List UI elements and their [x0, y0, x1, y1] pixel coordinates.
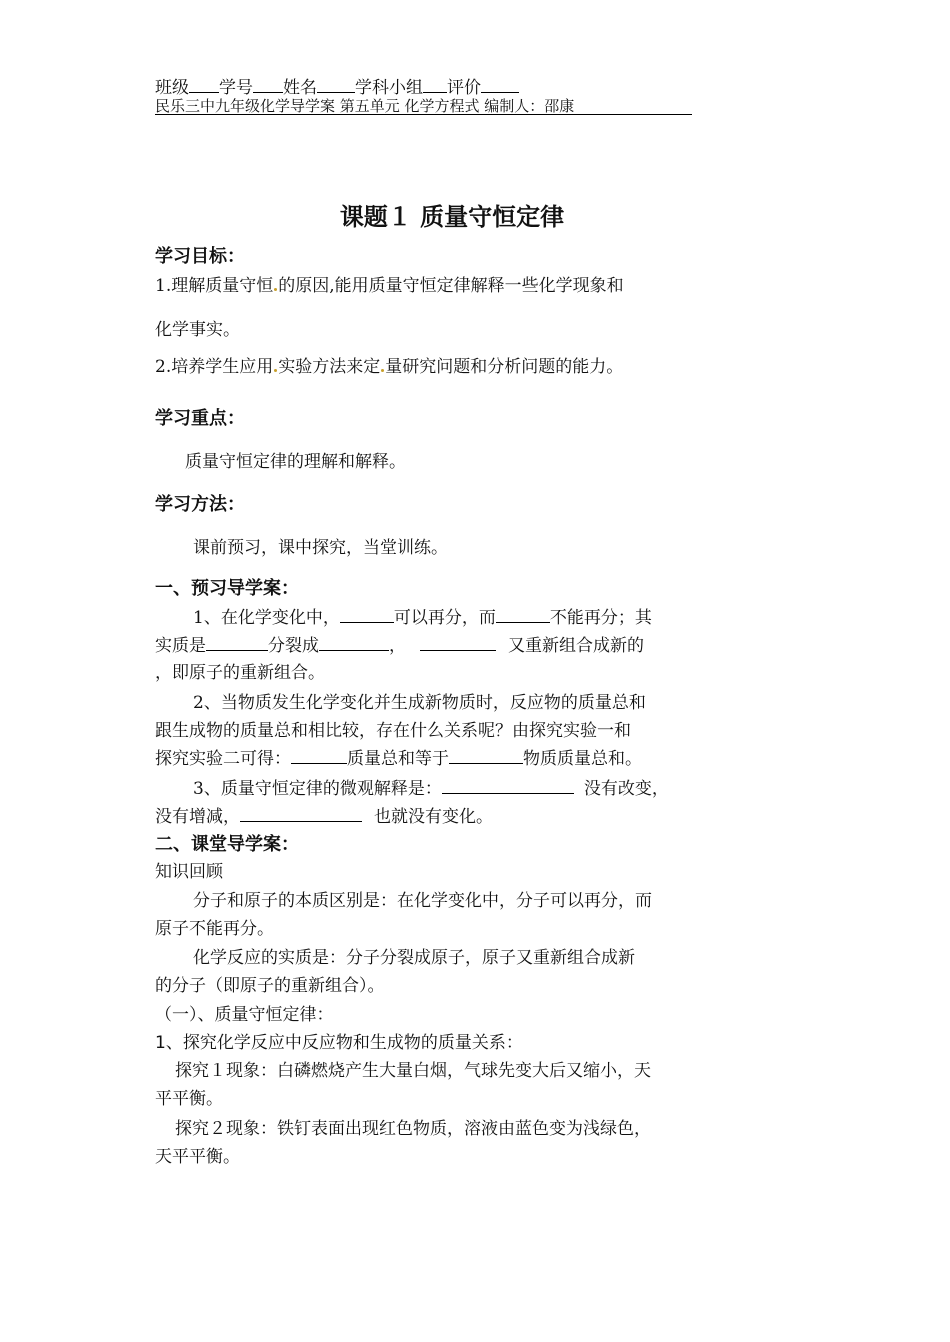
section-1-title: （一）、质量守恒定律：: [155, 1005, 334, 1025]
class-blank[interactable]: [189, 76, 219, 93]
evaluation-blank[interactable]: [481, 76, 519, 93]
fill-blank[interactable]: [319, 634, 389, 651]
fill-blank[interactable]: [496, 606, 550, 623]
course-info-line: 民乐三中九年级化学导学案 第五单元 化学方程式 编制人：邵康: [155, 97, 575, 115]
emphasis-dot: [381, 369, 384, 372]
q3-text-a: 3、质量守恒定律的微观解释是：: [193, 779, 442, 799]
fill-blank[interactable]: [420, 634, 496, 651]
student-id-blank[interactable]: [253, 76, 283, 93]
q1-text-b: 可以再分，而: [393, 608, 496, 628]
group-label: 学科小组: [355, 78, 423, 98]
class-label: 班级: [155, 78, 189, 98]
preview-q2-line2: 跟生成物的质量总和相比较，存在什么关系呢？由探究实验一和: [155, 721, 631, 741]
q2-text-c: 探究实验二可得：: [155, 749, 291, 769]
q3-text-b: 没有改变，: [583, 779, 669, 799]
group-blank[interactable]: [423, 76, 447, 93]
method-text: 课前预习，课中探究，当堂训练。: [193, 538, 448, 558]
goal-1-text-b: 的原因,能用质量守恒定律解释一些化学现象和: [278, 276, 624, 296]
q3-text-c: 没有增减，: [155, 807, 240, 827]
fill-blank[interactable]: [442, 777, 574, 794]
goal-2-text-b: 实验方法来定: [278, 357, 381, 377]
page-title: 课题１ 质量守恒定律: [339, 203, 565, 231]
experiment-1-line2: 平平衡。: [155, 1089, 223, 1109]
preview-q1-line3: ，即原子的重新组合。: [155, 663, 325, 683]
preview-q3-line1: [193, 777, 669, 800]
q1-text-g: 又重新组合成新的: [508, 636, 644, 656]
preview-heading: 一、预习导学案：: [155, 578, 299, 599]
review-2-line1: 化学反应的实质是：分子分裂成原子，原子又重新组合成新: [193, 948, 635, 968]
key-text: 质量守恒定律的理解和解释。: [185, 452, 406, 472]
goal-item-2: [155, 356, 623, 378]
review-1-line2: 原子不能再分。: [155, 919, 274, 939]
experiment-1-line1: 探究１现象：白磷燃烧产生大量白烟，气球先变大后又缩小，天: [175, 1061, 651, 1081]
fill-blank[interactable]: [240, 805, 362, 822]
preview-q2-line1: 2、当物质发生化学变化并生成新物质时，反应物的质量总和: [193, 693, 646, 713]
fill-blank[interactable]: [449, 747, 523, 764]
method-heading: 学习方法：: [155, 494, 245, 515]
goal-2-text-c: 量研究问题和分析问题的能力。: [385, 357, 624, 377]
goal-item-1: [155, 275, 624, 297]
review-2-line2: 的分子（即原子的重新组合）。: [155, 976, 385, 996]
experiment-2-line2: 天平平衡。: [155, 1147, 240, 1167]
review-label: 知识回顾: [155, 862, 223, 882]
subsection-1-title: 1、探究化学反应中反应物和生成物的质量关系：: [155, 1033, 523, 1053]
q1-text-d: 实质是: [155, 636, 206, 656]
goals-heading: 学习目标：: [155, 246, 245, 267]
student-id-label: 学号: [219, 78, 253, 98]
goal-1-text-a: 1.理解质量守恒: [155, 276, 274, 296]
experiment-2-line1: 探究２现象：铁钉表面出现红色物质，溶液由蓝色变为浅绿色，: [175, 1119, 651, 1139]
q1-text-f: ，: [389, 636, 406, 656]
fill-blank[interactable]: [206, 634, 268, 651]
preview-q1-line1: [193, 606, 652, 629]
q1-text-e: 分裂成: [268, 636, 319, 656]
preview-q3-line2: [155, 805, 493, 828]
q2-text-d: 质量总和等于: [347, 749, 449, 769]
name-label: 姓名: [283, 78, 317, 98]
evaluation-label: 评价: [447, 78, 481, 98]
goal-item-1-cont: 化学事实。: [155, 320, 240, 340]
q3-text-d: 也就没有变化。: [374, 807, 493, 827]
emphasis-dot: [274, 369, 277, 372]
q2-text-e: 物质质量总和。: [523, 749, 642, 769]
fill-blank[interactable]: [340, 606, 394, 623]
classroom-heading: 二、课堂导学案：: [155, 834, 299, 855]
fill-blank[interactable]: [291, 747, 347, 764]
goal-2-text-a: 2.培养学生应用: [155, 357, 274, 377]
key-heading: 学习重点：: [155, 408, 245, 429]
q1-text-c: 不能再分；其: [549, 608, 652, 628]
name-blank[interactable]: [317, 76, 355, 93]
header-divider: [155, 114, 692, 115]
preview-q2-line3: [155, 747, 642, 770]
emphasis-dot: [274, 288, 277, 291]
review-1-line1: 分子和原子的本质区别是：在化学变化中，分子可以再分，而: [193, 891, 652, 911]
preview-q1-line2: [155, 634, 644, 657]
q1-text-a: 1、在化学变化中，: [193, 608, 340, 628]
